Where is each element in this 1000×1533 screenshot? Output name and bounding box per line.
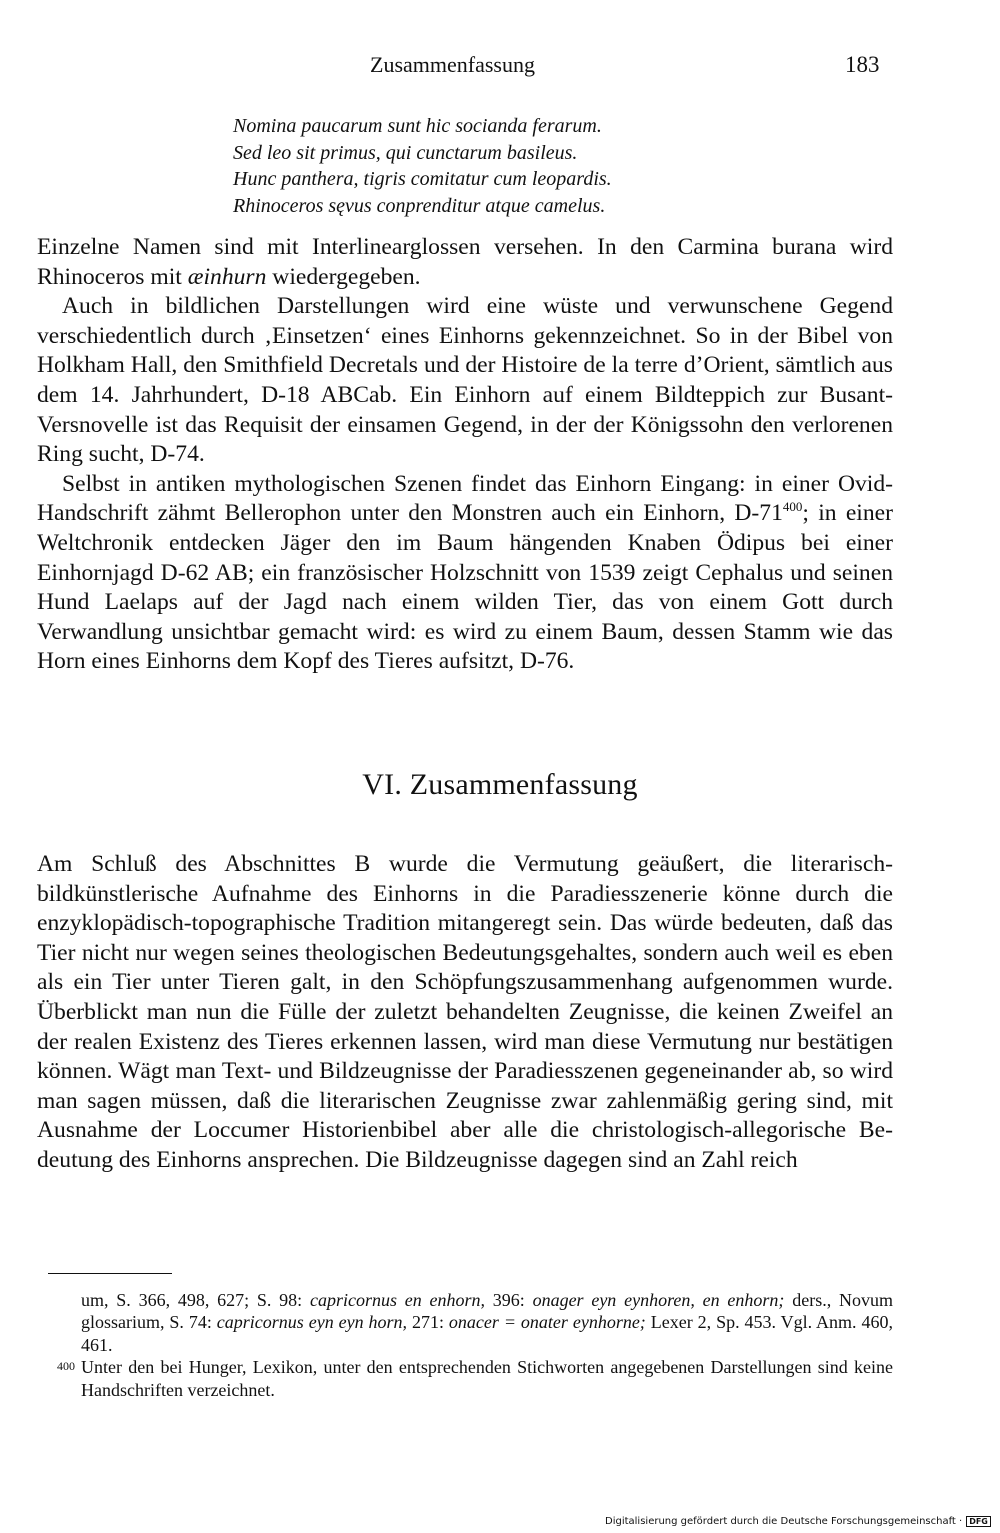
footnote-continuation: [81, 1289, 893, 1356]
footnote-divider: [48, 1273, 172, 1274]
verse-line: Nomina paucarum sunt hic socianda ferarum.: [233, 115, 602, 137]
text-run: ders., Novum glossarium, S. 74:: [81, 1290, 893, 1333]
italic-term: æinhurn: [187, 263, 267, 290]
footnote-400: [57, 1356, 893, 1401]
body-text-upper: [37, 233, 893, 677]
paragraph-pictorial: Auch in bildlichen Darstellungen wird eine wüste und verwunschene Gegend verschiedentlich durch ‚Einsetzen‘ eines Einhorns gekennzeichnet. So in der Bibel von Holkham Hall, den Smithfield Decretals und der Histoire de la terre d’Orient, sämtlich aus dem 14. Jahrhundert, D-18 ABCab. Ein Einhorn auf einem Bildteppich zur Busant-Versnovelle ist das Requisit der einsamen Gegend, in der der Königssohn den verlorenen Ring sucht, D-74.: [37, 293, 893, 468]
paragraph-summary: Am Schluß des Abschnittes B wurde die Vermutung geäußert, die literarisch-bildkünstlerische Aufnahme des Einhorns in die Paradiesszenerie könne durch die enzyklopädisch-topographische Tradition mitangeregt sein. Das würde bedeuten, daß das Tier nicht nur wegen seines theologischen Bedeutungsgehaltes, sondern auch weil es eben als ein Tier unter Tieren galt, in den Schöpfungszusammenhang aufgenommen wurde. Überblickt man nun die Fülle der zuletzt behandelten Zeugnisse, die keinen Zweifel an der realen Existenz des Tieres erkennen lassen, wird man diese Vermutung nur bestätigen können. Wägt man Text- und Bildzeugnisse der Paradiesszenen gegeneinander ab, so wird man sagen müssen, daß die literarischen Zeugnisse zwar zahlenmäßig gering sind, mit Ausnahme der Loccumer Historienbibel aber alle die christologisch-allegorische Bedeutung des Einhorns ansprechen. Die Bildzeugnisse dagegen sind an Zahl reich: [37, 851, 893, 1173]
section-heading: VI. Zusammenfassung: [362, 768, 638, 801]
italic-term: capricornus en enhorn,: [309, 1290, 485, 1310]
page-header: [0, 52, 1000, 86]
paragraph-glosses: [37, 233, 893, 292]
footnote-text: Unter den bei Hunger, Lexikon, unter den entsprechenden Stichworten angegebenen Darstellungen sind keine Handschriften verzeichnet.: [81, 1357, 893, 1400]
italic-term: onacer = onater eynhorne;: [448, 1312, 646, 1333]
text-run: Einzelne Namen sind mit Interlinearglossen versehen. In den Carmina burana wird Rhinoceros mit: [37, 234, 893, 290]
italic-term: capricornus eyn eyn horn,: [216, 1312, 408, 1333]
verse-line: Hunc panthera, tigris comitatur cum leopardis.: [233, 168, 612, 190]
digitization-credit: [605, 1516, 991, 1527]
footnote-reference[interactable]: 400: [782, 499, 803, 515]
text-run: Selbst in antiken mythologischen Szenen findet das Einhorn Eingang: in einer Ovid-Handschrift zähmt Bellerophon unter den Monstren auch ein Einhorn, D-71: [37, 470, 893, 527]
text-run: um, S. 366, 498, 627; S. 98:: [81, 1290, 310, 1310]
paragraph-mythological: [37, 470, 893, 677]
text-run: 271:: [407, 1312, 449, 1333]
italic-term: onager eyn eynhoren, en enhorn;: [532, 1290, 785, 1310]
text-run: ; in einer Weltchronik entdecken Jäger den im Baum hängenden Knaben Ödipus bei einer Einhornjagd D-62 AB; ein französischer Holzschnitt von 1539 zeigt Cephalus und seinen Hund Laelaps auf der Jagd nach einem wilden Tier, das von einem Gott durch Verwandlung unsichtbar gemacht wird: es wird zu einem Baum, dessen Stamm wie das Horn eines Einhorns dem Kopf des Tieres aufsitzt, D-76.: [37, 500, 893, 675]
verse-line: Rhinoceros sęvus conprenditur atque camelus.: [233, 194, 606, 217]
dfg-logo: DFG: [966, 1516, 991, 1527]
text-run: 396:: [485, 1290, 533, 1310]
running-title: Zusammenfassung: [370, 52, 535, 77]
footnotes: [57, 1289, 893, 1401]
page-number: 183: [845, 52, 880, 77]
latin-verse: [233, 113, 793, 219]
credit-text: Digitalisierung gefördert durch die Deutsche Forschungsgemeinschaft ·: [605, 1516, 963, 1527]
body-text-lower: [37, 850, 893, 1176]
text-run: Lexer 2, Sp. 453. Vgl. Anm. 460, 461.: [81, 1312, 893, 1355]
verse-line: Sed leo sit primus, qui cunctarum basileus.: [233, 141, 578, 164]
footnote-number: 400: [57, 1359, 75, 1374]
text-run: wiedergegeben.: [266, 263, 421, 290]
